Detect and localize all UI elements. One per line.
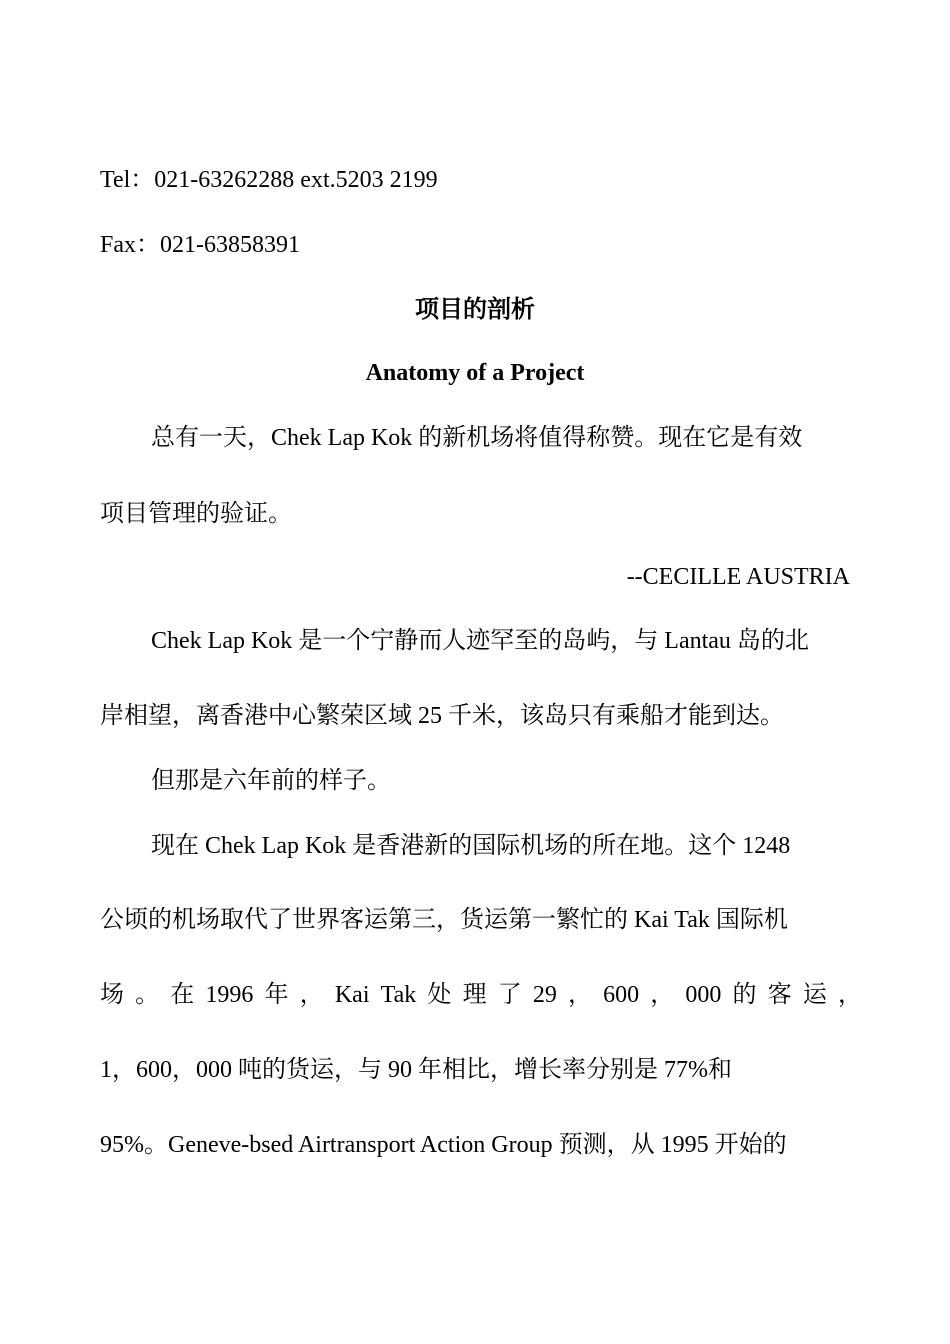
justified-word: 000: [685, 982, 722, 1008]
justified-word: 的: [732, 982, 757, 1008]
justified-word: 年: [264, 982, 289, 1008]
justified-word: 600: [603, 982, 640, 1008]
quote-attribution: --CECILLE AUSTRIA: [626, 564, 850, 590]
quote-line-1: 总有一天，Chek Lap Kok 的新机场将值得称赞。现在它是有效: [151, 425, 803, 451]
quote-line-2: 项目管理的验证。: [100, 501, 292, 527]
justified-word: 。: [135, 982, 160, 1008]
paragraph-3-line-1: 现在 Chek Lap Kok 是香港新的国际机场的所在地。这个 1248: [151, 833, 791, 859]
justified-word: 在: [170, 982, 195, 1008]
paragraph-3-line-4: 1，600，000 吨的货运，与 90 年相比，增长率分别是 77%和: [100, 1057, 732, 1083]
paragraph-1-line-1: Chek Lap Kok 是一个宁静而人迹罕至的岛屿，与 Lantau 岛的北: [151, 628, 809, 654]
justified-word: 29: [532, 982, 557, 1008]
justified-word: ，: [567, 982, 592, 1008]
justified-word: ，: [650, 982, 675, 1008]
justified-word: 了: [497, 982, 522, 1008]
paragraph-3-line-2: 公顷的机场取代了世界客运第三，货运第一繁忙的 Kai Tak 国际机: [100, 907, 788, 933]
justified-word: 理: [462, 982, 487, 1008]
fax-line: Fax：021-63858391: [100, 232, 300, 258]
justified-word: 场: [100, 982, 124, 1008]
title-english: Anatomy of a Project: [365, 360, 585, 386]
justified-word: 处: [427, 982, 452, 1008]
justified-word: Tak: [380, 982, 417, 1008]
justified-word: 客: [767, 982, 792, 1008]
justified-word: ，: [837, 982, 862, 1008]
paragraph-3-line-3: [100, 983, 862, 1007]
tel-line: Tel：021-63262288 ext.5203 2199: [100, 167, 438, 193]
justified-word: 1996: [205, 982, 254, 1008]
justified-word: ，: [299, 982, 324, 1008]
justified-word: 运: [802, 982, 827, 1008]
title-chinese: 项目的剖析: [415, 297, 535, 323]
justified-word: Kai: [334, 982, 370, 1008]
paragraph-3-line-5: 95%。Geneve-bsed Airtransport Action Group 预测，从 1995 开始的: [100, 1132, 787, 1158]
paragraph-2-line-1: 但那是六年前的样子。: [151, 768, 391, 794]
paragraph-1-line-2: 岸相望，离香港中心繁荣区域 25 千米，该岛只有乘船才能到达。: [100, 703, 784, 729]
